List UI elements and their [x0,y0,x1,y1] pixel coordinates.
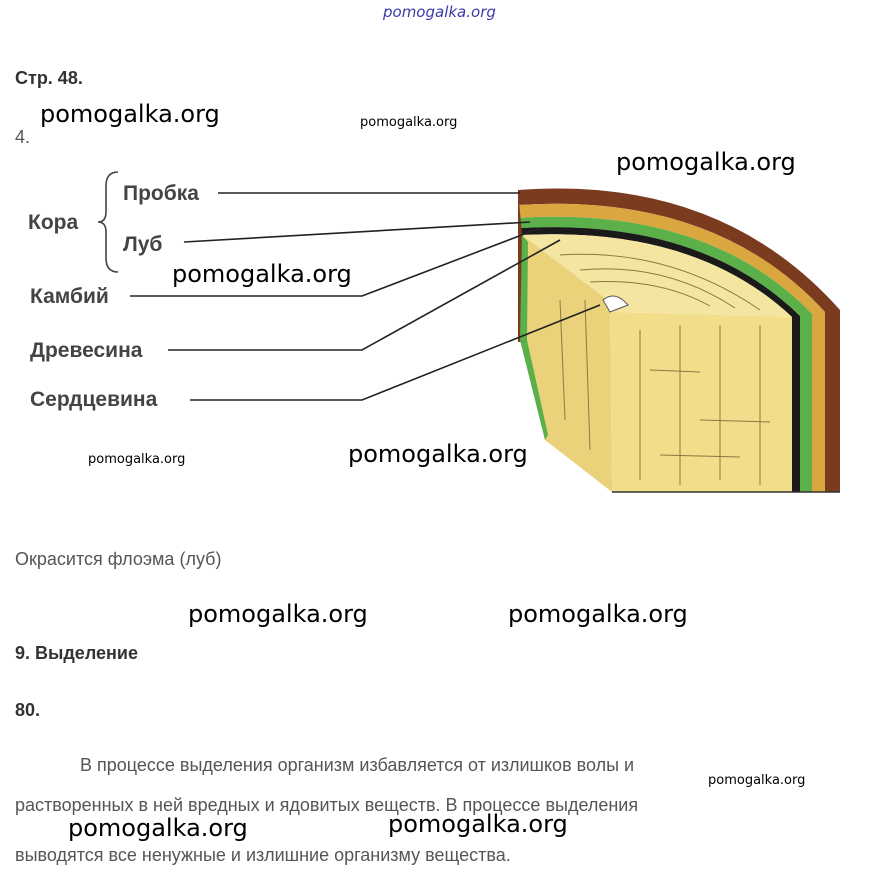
watermark: pomogalka.org [68,814,248,842]
watermark: pomogalka.org [508,600,688,628]
wood-front-face [610,312,792,492]
label-pith: Сердцевина [30,388,158,411]
paragraph-line-3: выводятся все ненужные и излишние организму вещества. [15,845,511,865]
watermark: pomogalka.org [40,100,220,128]
answer-text: Окрасится флоэма (луб) [15,549,222,569]
label-phloem: Луб [123,233,163,256]
label-cambium: Камбий [30,285,109,308]
label-wood: Древесина [30,339,143,362]
task-number-4: 4. [15,127,31,147]
watermark: pomogalka.org [88,452,186,467]
leader-phloem [184,222,530,242]
label-cork: Пробка [123,182,199,205]
section-heading: 9. Выделение [15,643,138,663]
trunk-wedge [518,189,840,493]
watermark: pomogalka.org [388,810,568,838]
watermark: pomogalka.org [616,148,796,176]
paragraph-line-2: растворенных в ней вредных и ядовитых веществ. В процессе выделения [15,795,639,815]
label-bark: Кора [28,211,79,234]
paragraph-line-1: В процессе выделения организм избавляется от излишков волы и [80,755,635,775]
page-reference: Стр. 48. [15,68,83,88]
watermark: pomogalka.org [172,260,352,288]
watermark: pomogalka.org [188,600,368,628]
watermark: pomogalka.org [708,773,806,788]
watermark: pomogalka.org [348,440,528,468]
watermark-top: pomogalka.org [383,3,496,21]
task-number-80: 80. [15,700,41,720]
watermark: pomogalka.org [360,115,458,130]
bark-brace [98,172,118,272]
